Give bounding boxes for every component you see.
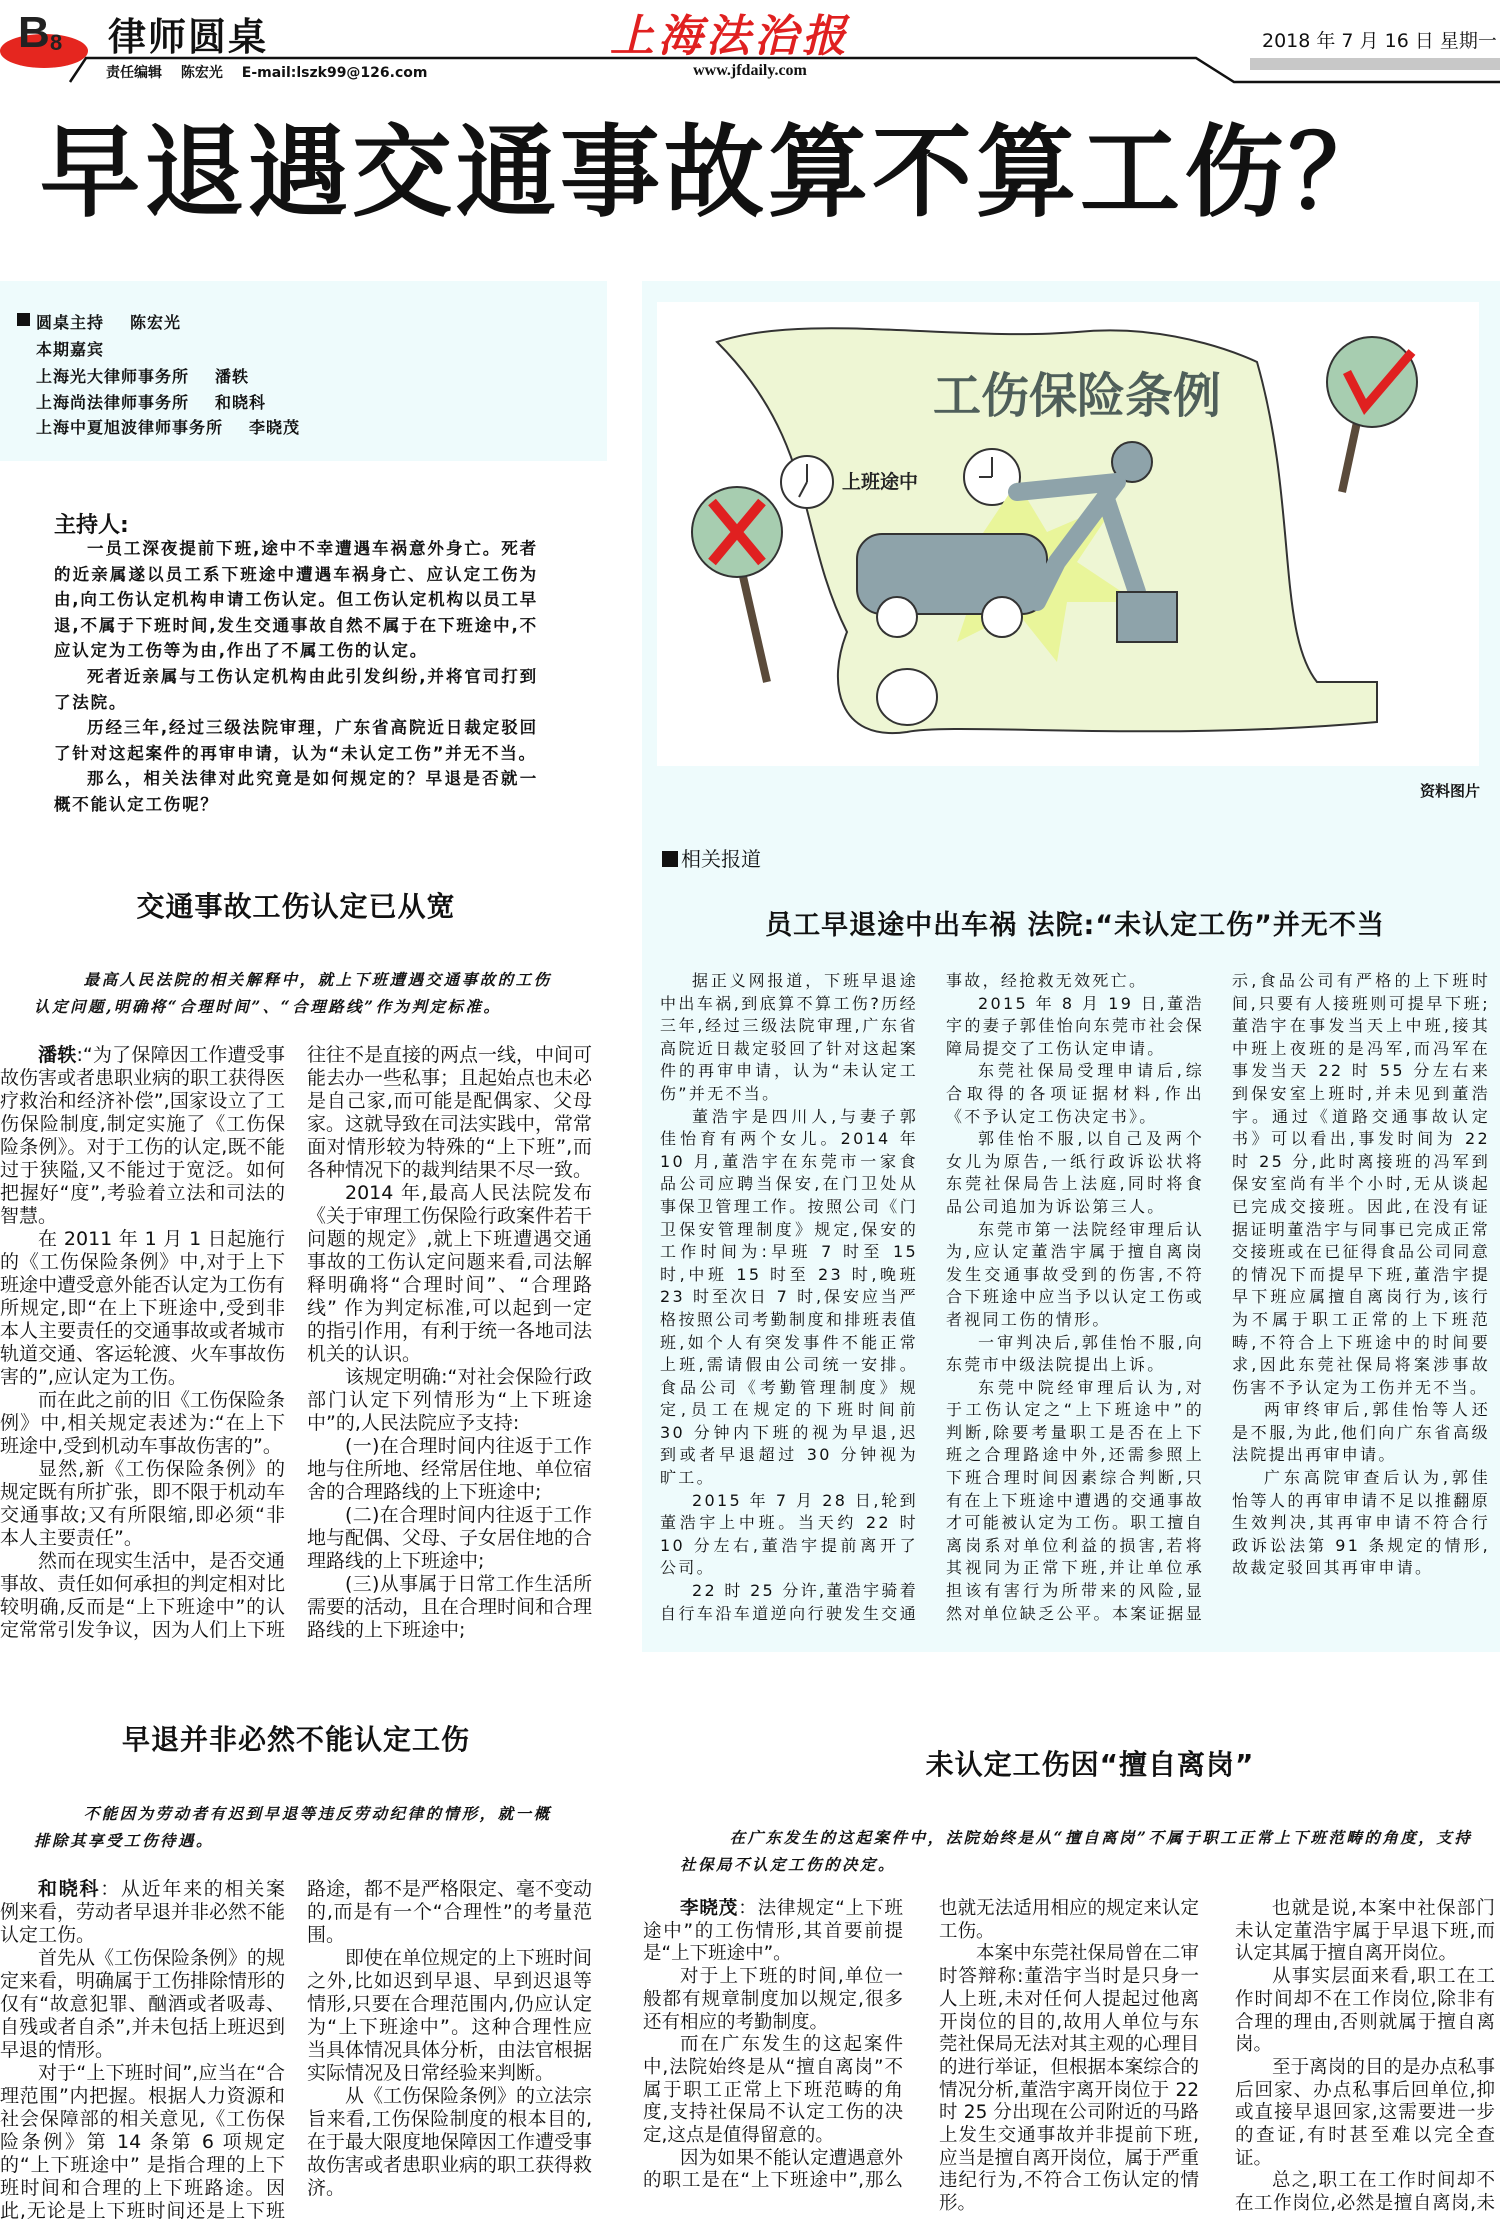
paragraph-text: ：法律规定“上下班途中”的工伤情形,其首要前提是“上下班途中”。 <box>643 1898 903 1965</box>
paragraph-text: 对于上下班的时间,单位一般都有规章制度加以规定,很多还有相应的考勤制度。 <box>643 1966 903 2033</box>
paragraph <box>946 1128 1204 1218</box>
host-label: 圆桌主持 <box>36 313 105 332</box>
paragraph-text: (二)在合理时间内往返于工作地与配偶、父母、子女居住地的合理路线的上下班途中; <box>307 1504 592 1572</box>
paragraph <box>0 1228 285 1389</box>
paragraph <box>1235 2057 1495 2171</box>
paragraph <box>307 1947 592 2085</box>
website: www.jfdaily.com <box>693 62 807 79</box>
paragraph <box>660 1490 918 1580</box>
paragraph-text: 该规定明确:“对社会保险行政部门认定下列情形为“上下班途中”的,人民法院应予支持: <box>307 1366 592 1434</box>
paragraph-text: 而在广东发生的这起案件中,法院始终是从“擅自离岗”不属于职工正常上下班范畴的角度,支持社保局不认定工伤的决定,这点是值得留意的。 <box>643 2034 903 2147</box>
paragraph-text: ：从近年来的相关案例来看，劳动者早退并非必然不能认定工伤。 <box>0 1878 286 1946</box>
header-grey-bar <box>1250 58 1500 70</box>
host-line <box>36 310 181 333</box>
host-box <box>0 281 607 461</box>
article-headline: 员工早退途中出车祸 法院:“未认定工伤”并无不当 <box>765 910 1385 941</box>
related-tag-label: 相关报道 <box>681 847 761 871</box>
host-name: 陈宏光 <box>130 313 182 332</box>
paragraph-text: :“为了保障因工作遭受事故伤害或者患职业病的职工获得医疗救治和经济补偿”,国家设立了工伤保险制度,制定实施了《工伤保险条例》。对于工伤的认定,既不能过于狭隘,又不能过于宽泛。如何把握好“度”,考验着立法和司法的智慧。 <box>0 1044 286 1227</box>
guest-line <box>36 364 249 387</box>
paragraph-text: 然而在现实生活中，是否交通事故、责任如何承担的判定相对比较明确,反而是“上下班途中”的认定常常引发争议，因为人们上下班往往不是直接的两点一线，中间可能去办一些私事；且起始点也未必是自己家,而可能是配偶家、父母家。这就导致在司法实践中，常常面对情形较为特殊的“上下班”,而各种情况下的裁判结果不尽一致。 <box>0 1044 592 1641</box>
paragraph-text: 即使在单位规定的上下班时间之外,比如迟到早退、早到迟退等情形,只要在合理范围内,仍应认定为“上下班途中”。这种合理性应当具体情况具体分析，由法官根据实际情况及日常经验来判断。 <box>307 1947 592 2084</box>
guest-name: 和晓科 <box>215 393 267 412</box>
guest-line <box>36 415 300 438</box>
guest-name: 李晓茂 <box>249 418 301 437</box>
paragraph-text: (一)在合理时间内往返于工作地与住所地、经常居住地、单位宿舍的合理路线的上下班途中; <box>307 1435 592 1503</box>
paragraph-text: 至于离岗的目的是办点私事后回家、办点私事后回单位,抑或直接早退回家,这需要进一步的查证,有时甚至难以完全查证。 <box>1235 2056 1495 2169</box>
editor-label: 责任编辑 <box>106 65 162 81</box>
paragraph-text: 据正义网报道，下班早退途中出车祸,到底算不算工伤?历经三年,经过三级法院审理,广东省高院近日裁定驳回了针对这起案件的再审申请，认为“未认定工伤”并无不当。 <box>660 971 918 1103</box>
section-name: 律师圆桌 <box>108 15 269 59</box>
paragraph <box>0 1947 285 2062</box>
paragraph <box>939 1943 1199 2215</box>
paragraph <box>0 1458 285 1550</box>
paragraph-text: 总之,职工在工作时间却不在工作岗位,必然是擅自离岗,未 <box>1235 2170 1495 2215</box>
paragraph-text: 从《工伤保险条例》的立法宗旨来看,工伤保险制度的根本目的,在于最大限度地保障因工作遭受事故伤害或者患职业病的职工获得救济。 <box>307 2085 592 2199</box>
paragraph-text: 对于“上下班时间”,应当在“合理范围”内把握。根据人力资源和社会保障部的相关意见,《工伤保险条例》第 14 条第 6 项规定的“上下班途中” 是指合理的上下班时间和合理的上下班路途。因此,无论是上下班时间还是上下班路途，都不是严格限定、毫不变动的,而是有一个“合理性”的考量范围。 <box>0 1878 592 2222</box>
paragraph-text: 两审终审后,郭佳怡等人还是不服,为此,他们向广东省高级法院提出再审申请。 <box>1232 1400 1490 1465</box>
paragraph-text: 22 时 25 分许,董浩宇骑着自行车沿车道逆向行驶发生交通事故，经抢救无效死亡。 <box>660 971 1148 1623</box>
paragraph-text: 那么，相关法律对此究竟是如何规定的？早退是否就一概不能认定工伤呢？ <box>54 769 538 814</box>
paragraph-text: 广东高院审查后认为,郭佳怡等人的再审申请不足以推翻原生效判决,其再审申请不符合行政诉讼法第 91 条规定的情形,故裁定驳回其再审申请。 <box>1232 1468 1490 1578</box>
illustration-label: 上班途中 <box>842 471 919 493</box>
paragraph <box>54 536 538 664</box>
bullet-square-icon <box>17 313 30 326</box>
paragraph <box>1232 1399 1490 1467</box>
paragraph-text: 东莞中院经审理后认为,对于工伤认定之“上下班途中”的判断,除要考量职工是否在上下班之合理路途中外,还需参照上下班合理时间因素综合判断,只有在上下班途中遭遇的交通事故才可能被认定为工伤。职工擅自离岗系对单位利益的损害,若将其视同为正常下班,并让单位承担该有害行为所带来的风险,显然对单位缺乏公平。本案证据显示,食品公司有严格的上下班时间,只要有人接班则可提早下班;董浩宇在事发当天上中班,接其中班上夜班的是冯军,而冯军在事发当天 22 时 55 分左右来到保安室上班时,并未见到董浩宇。通过《道路交通事故认定书》可以看出,事发时间为 22时 25 分,此时离接班的冯军到保安室尚有半个小时,无从谈起已完成交接班。因此,在没有证据证明董浩宇与同事已完成正常交接班或在已征得食品公司同意的情况下而提早下班,董浩宇提早下班应属擅自离岗行为,该行为不属于职工正常的上下班范畴,不符合上下班途中的时间要求,因此东莞社保局将案涉事故伤害不予认定为工伤并无不当。 <box>946 971 1490 1623</box>
newspaper-logo: 上海法治报 <box>610 11 850 62</box>
paragraph-text: (三)从事属于日常工作生活所需要的活动，且在合理时间和合理路线的上下班途中; <box>307 1573 592 1641</box>
paragraph-text: 也就是说,本案中社保部门未认定董浩宇属于早退下班,而认定其属于擅自离开岗位。 <box>1235 1898 1495 1965</box>
paragraph-text: 本案中东莞社保局曾在二审时答辩称:董浩宇当时是只身一人上班,未对任何人提起过他离开岗位的目的,故用人单位与东莞社保局无法对其主观的心理目的进行举证，但根据本案综合的情况分析,董浩宇离开岗位于 22 时 25 分出现在公司附近的马路上发生交通事故并非提前下班,应当是擅自离开岗位，属于严重违纪行为,不符合工伤认定的情形。 <box>939 1943 1199 2215</box>
paragraph-text: 一员工深夜提前下班,途中不幸遭遇车祸意外身亡。死者的近亲属遂以员工系下班途中遭遇车祸身亡、应认定工伤为由,向工伤认定机构申请工伤认定。但工伤认定机构以员工早退,不属于下班时间,发生交通事故自然不属于在下班途中,不应认定为工伤等为由,作出了不属工伤的认定。 <box>54 539 538 661</box>
paragraph <box>660 970 918 1106</box>
guest-firm: 上海尚法律师事务所 <box>36 393 190 412</box>
paragraph-text: 郭佳怡不服,以自己及两个女儿为原告,一纸行政诉讼状将东莞社保局告上法庭,同时将食品公司追加为诉讼第三人。 <box>946 1129 1204 1216</box>
paragraph <box>643 2034 903 2148</box>
paragraph-text: 死者近亲属与工伤认定机构由此引发纠纷,并将官司打到了法院。 <box>54 666 538 712</box>
guest-firm: 上海中夏旭波律师事务所 <box>36 418 224 437</box>
paragraph <box>0 1044 285 1228</box>
paragraph-text: 首先从《工伤保险条例》的规定来看，明确属于工伤排除情形的仅有“故意犯罪、酗酒或者吸毒、自残或者自杀”,并未包括上班迟到早退的情形。 <box>0 1947 286 2061</box>
briefcase-icon <box>1117 592 1177 642</box>
main-title: 早退遇交通事故算不算工伤？ <box>40 114 1392 231</box>
paragraph <box>54 766 538 817</box>
image-caption: 资料图片 <box>1419 782 1480 800</box>
issue-date: 2018 年 7 月 16 日 星期一 <box>1262 30 1497 52</box>
paragraph-text: 历经三年,经过三级法院审理，广东省高院近日裁定驳回了针对这起案件的再审申请，认为“未认定工伤”并无不当。 <box>54 718 538 763</box>
section-deck: 在广东发生的这起案件中，法院始终是从“擅自离岗”不属于职工正常上下班范畴的角度，支持社保局不认定工伤的决定。 <box>680 1828 1473 1874</box>
section-heading: 交通事故工伤认定已从宽 <box>136 890 456 923</box>
paragraph <box>307 2085 592 2200</box>
paragraph-text: 2015 年 8 月 19 日,董浩宇的妻子郭佳怡向东莞市社会保障局提交了工伤认定申请。 <box>946 993 1204 1058</box>
paragraph <box>643 1898 903 1966</box>
moderator-intro <box>54 536 538 818</box>
paragraph <box>307 1435 592 1504</box>
guest-name: 潘轶 <box>215 367 250 386</box>
paragraph <box>54 664 538 715</box>
bullet-square-icon <box>662 851 678 867</box>
article-body <box>0 1044 592 1644</box>
section-heading: 早退并非必然不能认定工伤 <box>121 1723 470 1756</box>
paragraph <box>946 993 1204 1061</box>
paragraph-text: 2014 年,最高人民法院发布《关于审理工伤保险行政案件若干问题的规定》,就上下班遭遇交通事故的工伤认定问题来看,司法解释明确将“合理时间”、“合理路线” 作为判定标准,可以起到一定的指引作用，有利于统一各地司法机关的认识。 <box>307 1182 592 1365</box>
illustration-work-injury <box>657 302 1479 766</box>
paragraph <box>307 1366 592 1435</box>
guest-firm: 上海光大律师事务所 <box>36 367 190 386</box>
paragraph <box>1235 1966 1495 2057</box>
paragraph-text: 从事实层面来看,职工在工作时间却不在工作岗位,除非有合理的理由,否则就属于擅自离岗。 <box>1235 1966 1495 2056</box>
section-deck: 不能因为劳动者有迟到早退等违反劳动纪律的情形，就一概排除其享受工伤待遇。 <box>34 1804 552 1850</box>
section-heading: 未认定工伤因“擅自离岗” <box>925 1748 1255 1781</box>
guests-label: 本期嘉宾 <box>36 340 105 359</box>
article-body <box>0 1878 592 2227</box>
paragraph-text: 东莞社保局受理申请后,综合取得的各项证据材料,作出《不予认定工伤决定书》。 <box>946 1061 1204 1126</box>
editor-email: E-mail:lszk99@126.com <box>241 65 428 81</box>
paragraph <box>307 1182 592 1366</box>
speaker-name: 和晓科 <box>38 1878 101 1900</box>
illustration-title: 工伤保险条例 <box>932 368 1222 424</box>
paragraph-text: 在 2011 年 1 月 1 日起施行的《工伤保险条例》中,对于上下班途中遭受意外能否认定为工伤有所规定,即“在上下班途中,受到非本人主要责任的交通事故或者城市轨道交通、客运轮渡、火车事故伤害的”,应认定为工伤。 <box>0 1228 286 1388</box>
moderator-label: 主持人: <box>54 513 129 538</box>
guest-line <box>36 390 266 413</box>
paragraph-text: 而在此之前的旧《工伤保险条例》中,相关规定表述为:“在上下班途中,受到机动车事故伤害的”。 <box>0 1389 286 1457</box>
speaker-name: 潘轶 <box>38 1044 77 1066</box>
article-body <box>660 970 1490 1626</box>
paragraph-text: 东莞市第一法院经审理后认为,应认定董浩宇属于擅自离岗发生交通事故受到的伤害,不符合下班途中应当予以认定工伤或者视同工伤的情形。 <box>946 1219 1204 1329</box>
section-deck: 最高人民法院的相关解释中，就上下班遭遇交通事故的工伤认定问题,明确将“合理时间”、“合理路线”作为判定标准。 <box>34 970 552 1016</box>
page-number-badge <box>0 8 100 68</box>
speaker-name: 李晓茂 <box>680 1898 739 1919</box>
paragraph <box>660 1106 918 1490</box>
paragraph-text: 董浩宇是四川人,与妻子郭佳怡育有两个女儿。2014 年10 月,董浩宇在东莞市一家食品公司应聘当保安,在门卫处从事保卫管理工作。按照公司《门卫保安管理制度》规定,保安的工作时间为:早班 7 时至 15 时,中班 15 时至 23 时,晚班 23 时至次日 7 时,保安应当严格按照公司考勤制度和排班表值班,如个人有突发事件不能正常上班,需请假由公司统一安排。食品公司《考勤管理制度》规定,员工在规定的下班时间前 30 分钟内下班的视为早退,迟到或者早退超过 30 分钟视为旷工。 <box>660 1106 918 1488</box>
editor-name: 陈宏光 <box>180 65 223 81</box>
paragraph-text: 因为如果不能认定遭遇意外的职工是在“上下班途中”,那么也就无法适用相应的规定来认定工伤。 <box>643 1898 1199 2192</box>
paragraph <box>946 1060 1204 1128</box>
paragraph <box>307 1504 592 1573</box>
paragraph <box>643 1966 903 2034</box>
paragraph <box>946 1332 1204 1377</box>
paragraph-text: 显然,新《工伤保险条例》的规定既有所扩张，即不限于机动车交通事故;又有所限缩,即必须“非本人主要责任”。 <box>0 1458 286 1549</box>
page-number: 8 <box>50 30 63 55</box>
paragraph-text: 一审判决后,郭佳怡不服,向东莞市中级法院提出上诉。 <box>946 1332 1204 1375</box>
paragraph <box>0 1878 285 1947</box>
paragraph <box>946 1219 1204 1332</box>
paragraph <box>1232 1467 1490 1580</box>
related-report-tag <box>662 843 761 872</box>
paragraph <box>307 1573 592 1642</box>
paragraph <box>54 715 538 766</box>
paragraph <box>0 1389 285 1458</box>
paragraph-text: 2015 年 7 月 28 日,轮到董浩宇上中班。当天约 22 时 10 分左右,董浩宇提前离开了公司。 <box>660 1490 918 1578</box>
editor-line <box>106 62 441 82</box>
page-letter: B <box>18 8 50 57</box>
paragraph <box>1235 1898 1495 1966</box>
article-body <box>643 1898 1495 2227</box>
clock-icon <box>781 456 833 508</box>
